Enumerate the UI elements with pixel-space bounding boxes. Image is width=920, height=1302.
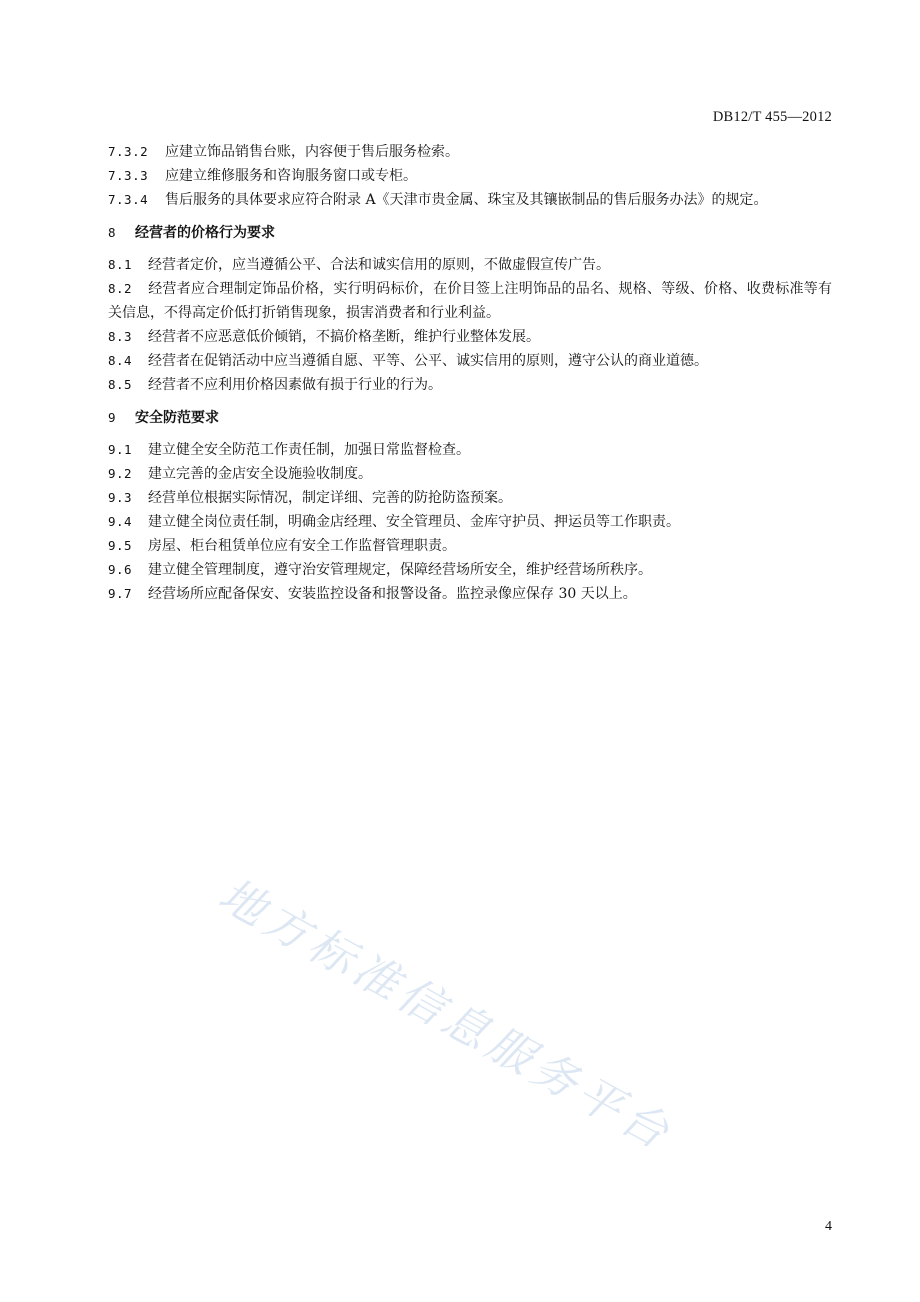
section-number: 8 — [108, 225, 116, 240]
clause-text: 建立健全安全防范工作责任制，加强日常监督检查。 — [148, 442, 470, 458]
clause-number: 9.2 — [108, 466, 133, 481]
clause-text: 建立完善的金店安全设施验收制度。 — [148, 466, 372, 482]
clause-text: 经营者定价，应当遵循公平、合法和诚实信用的原则，不做虚假宣传广告。 — [148, 257, 610, 273]
clause-text: 房屋、柜台租赁单位应有安全工作监督管理职责。 — [148, 538, 456, 554]
clause-number: 9.1 — [108, 442, 133, 457]
clause-8-3 — [108, 325, 832, 349]
clause-9-7 — [108, 582, 832, 606]
clause-text: 售后服务的具体要求应符合附录 A《天津市贵金属、珠宝及其镶嵌制品的售后服务办法》的规定。 — [165, 192, 768, 208]
clause-number: 8.1 — [108, 257, 133, 272]
clause-9-4 — [108, 510, 832, 534]
clause-number: 8.3 — [108, 329, 133, 344]
clause-number: 7.3.3 — [108, 168, 149, 183]
clause-number: 8.2 — [108, 281, 133, 296]
clause-number: 7.3.2 — [108, 144, 149, 159]
clause-text: 应建立维修服务和咨询服务窗口或专柜。 — [165, 168, 417, 184]
clause-9-1 — [108, 438, 832, 462]
section-heading-8 — [108, 221, 832, 245]
clause-9-2 — [108, 462, 832, 486]
clause-text: 经营单位根据实际情况，制定详细、完善的防抢防盗预案。 — [148, 490, 512, 506]
clause-text: 经营者不应利用价格因素做有损于行业的行为。 — [148, 377, 442, 393]
clause-number: 9.6 — [108, 562, 133, 577]
section-title: 安全防范要求 — [135, 410, 219, 426]
clause-8-5 — [108, 373, 832, 397]
clause-number: 8.4 — [108, 353, 133, 368]
clause-9-6 — [108, 558, 832, 582]
clause-number: 8.5 — [108, 377, 133, 392]
clause-8-2 — [108, 277, 832, 325]
section-heading-9 — [108, 406, 832, 430]
clause-number: 9.5 — [108, 538, 133, 553]
clause-text: 经营者应合理制定饰品价格，实行明码标价，在价目签上注明饰品的品名、规格、等级、价格、收费标准等有关信息，不得高定价低打折销售现象，损害消费者和行业利益。 — [108, 281, 832, 321]
document-code: DB12/T 455—2012 — [712, 109, 832, 125]
clause-number: 9.3 — [108, 490, 133, 505]
clause-8-1 — [108, 253, 832, 277]
clause-text: 经营场所应配备保安、安装监控设备和报警设备。监控录像应保存 30 天以上。 — [148, 586, 637, 602]
page-number: 4 — [825, 1219, 832, 1234]
section-title: 经营者的价格行为要求 — [135, 225, 275, 241]
clause-text: 经营者不应恶意低价倾销，不搞价格垄断，维护行业整体发展。 — [148, 329, 540, 345]
clause-9-3 — [108, 486, 832, 510]
section-number: 9 — [108, 410, 116, 425]
clause-text: 应建立饰品销售台账，内容便于售后服务检索。 — [165, 144, 459, 160]
clause-9-5 — [108, 534, 832, 558]
clause-text: 经营者在促销活动中应当遵循自愿、平等、公平、诚实信用的原则，遵守公认的商业道德。 — [148, 353, 708, 369]
clause-7-3-3 — [108, 164, 832, 188]
document-body — [108, 140, 832, 606]
clause-text: 建立健全管理制度，遵守治安管理规定，保障经营场所安全，维护经营场所秩序。 — [148, 562, 652, 578]
clause-7-3-2 — [108, 140, 832, 164]
clause-8-4 — [108, 349, 832, 373]
clause-number: 9.7 — [108, 586, 133, 601]
watermark-text: 地方标准信息服务平台 — [210, 867, 682, 1162]
clause-7-3-4 — [108, 188, 832, 212]
clause-number: 9.4 — [108, 514, 133, 529]
clause-number: 7.3.4 — [108, 192, 149, 207]
clause-text: 建立健全岗位责任制，明确金店经理、安全管理员、金库守护员、押运员等工作职责。 — [148, 514, 680, 530]
